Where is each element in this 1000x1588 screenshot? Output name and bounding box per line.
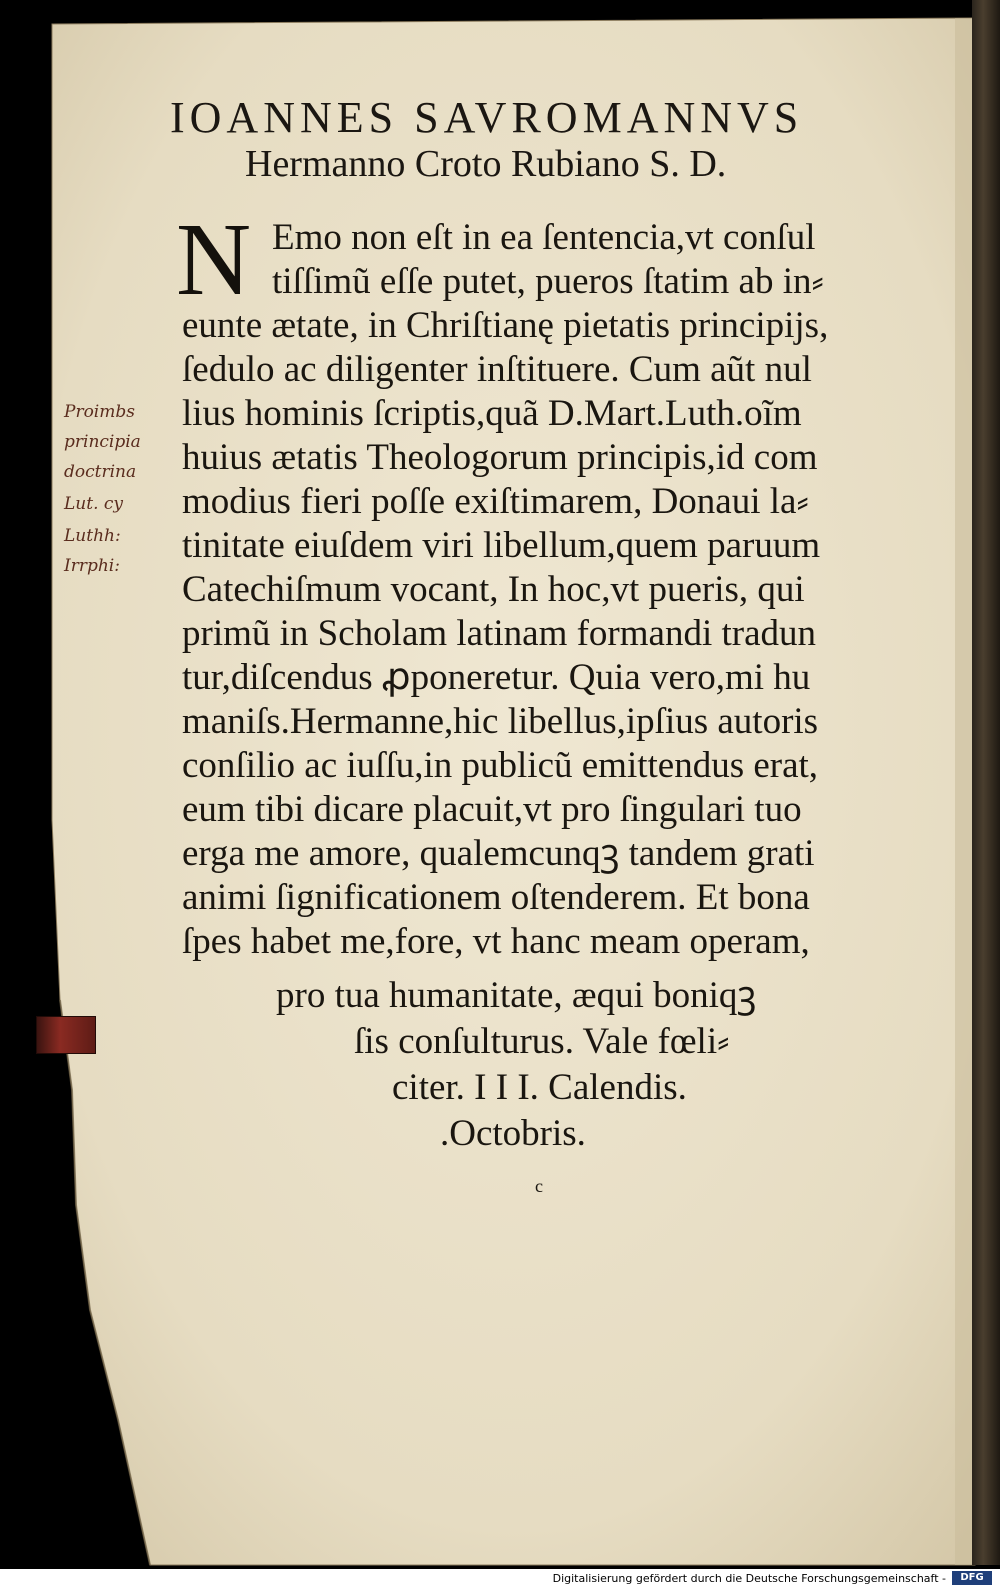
text-line: ſis conſulturus. Vale fœli⸗ bbox=[354, 1021, 730, 1062]
bookmark-ribbon bbox=[36, 1016, 96, 1054]
marginal-annotation: Irrphi: bbox=[64, 556, 120, 576]
funding-notice: Digitalisierung gefördert durch die Deutsche Forschungsgemeinschaft - bbox=[552, 1572, 946, 1585]
dfg-logo: DFG bbox=[952, 1571, 992, 1585]
text-line: conſilio ac iuſſu,in publicũ emittendus erat, bbox=[182, 745, 819, 786]
signature-mark: c bbox=[535, 1176, 543, 1196]
text-line: tiſſimũ eſſe putet, pueros ſtatim ab in⸗ bbox=[272, 261, 824, 302]
marginal-annotation: principia bbox=[64, 432, 141, 452]
marginal-annotation: Lut. cy bbox=[64, 494, 124, 514]
text-line: animi ſignificationem oſtenderem. Et bona bbox=[182, 877, 810, 918]
text-line: modius fieri poſſe exiſtimarem, Donaui la⸗ bbox=[182, 481, 809, 522]
text-line: maniſs.Hermanne,hic libellus,ipſius autoris bbox=[182, 701, 819, 742]
text-line: primũ in Scholam latinam formandi tradun bbox=[182, 613, 817, 654]
text-line: huius ætatis Theologorum principis,id com bbox=[182, 437, 818, 478]
text-line: ſpes habet me,fore, vt hanc meam operam, bbox=[182, 921, 810, 962]
text-line: Emo non eſt in ea ſentencia,vt conſul bbox=[272, 217, 816, 258]
text-line: lius hominis ſcriptis,quã D.Mart.Luth.oĩm bbox=[182, 393, 802, 434]
marginal-annotation: Proimbs bbox=[64, 402, 135, 422]
text-line: eunte ætate, in Chriſtianę pietatis principijs, bbox=[182, 305, 829, 346]
page-subheading: Hermanno Croto Rubiano S. D. bbox=[245, 143, 727, 185]
marginal-annotation: doctrina bbox=[64, 462, 137, 482]
text-line: tinitate eiuſdem viri libellum,quem paruum bbox=[182, 525, 821, 566]
text-line: eum tibi dicare placuit,vt pro ſingulari tuo bbox=[182, 789, 802, 830]
text-line: citer. I I I. Calendis. bbox=[392, 1067, 687, 1108]
page-heading: IOANNES SAVROMANNVS bbox=[170, 93, 804, 142]
text-line: pro tua humanitate, æqui boniqꝫ bbox=[276, 975, 757, 1016]
dropcap-initial: N bbox=[176, 202, 252, 317]
book-spine-edge bbox=[972, 0, 1000, 1565]
text-line: ſedulo ac diligenter inſtituere. Cum aũt nul bbox=[182, 349, 812, 390]
text-line: Catechiſmum vocant, In hoc,vt pueris, qui bbox=[182, 569, 805, 610]
text-line: tur,diſcendus ꝓponeretur. Quia vero,mi hu bbox=[182, 657, 811, 698]
text-line: erga me amore, qualemcunqꝫ tandem grati bbox=[182, 833, 815, 874]
marginal-annotation: Luthh: bbox=[64, 526, 121, 546]
text-line: .Octobris. bbox=[440, 1113, 586, 1154]
